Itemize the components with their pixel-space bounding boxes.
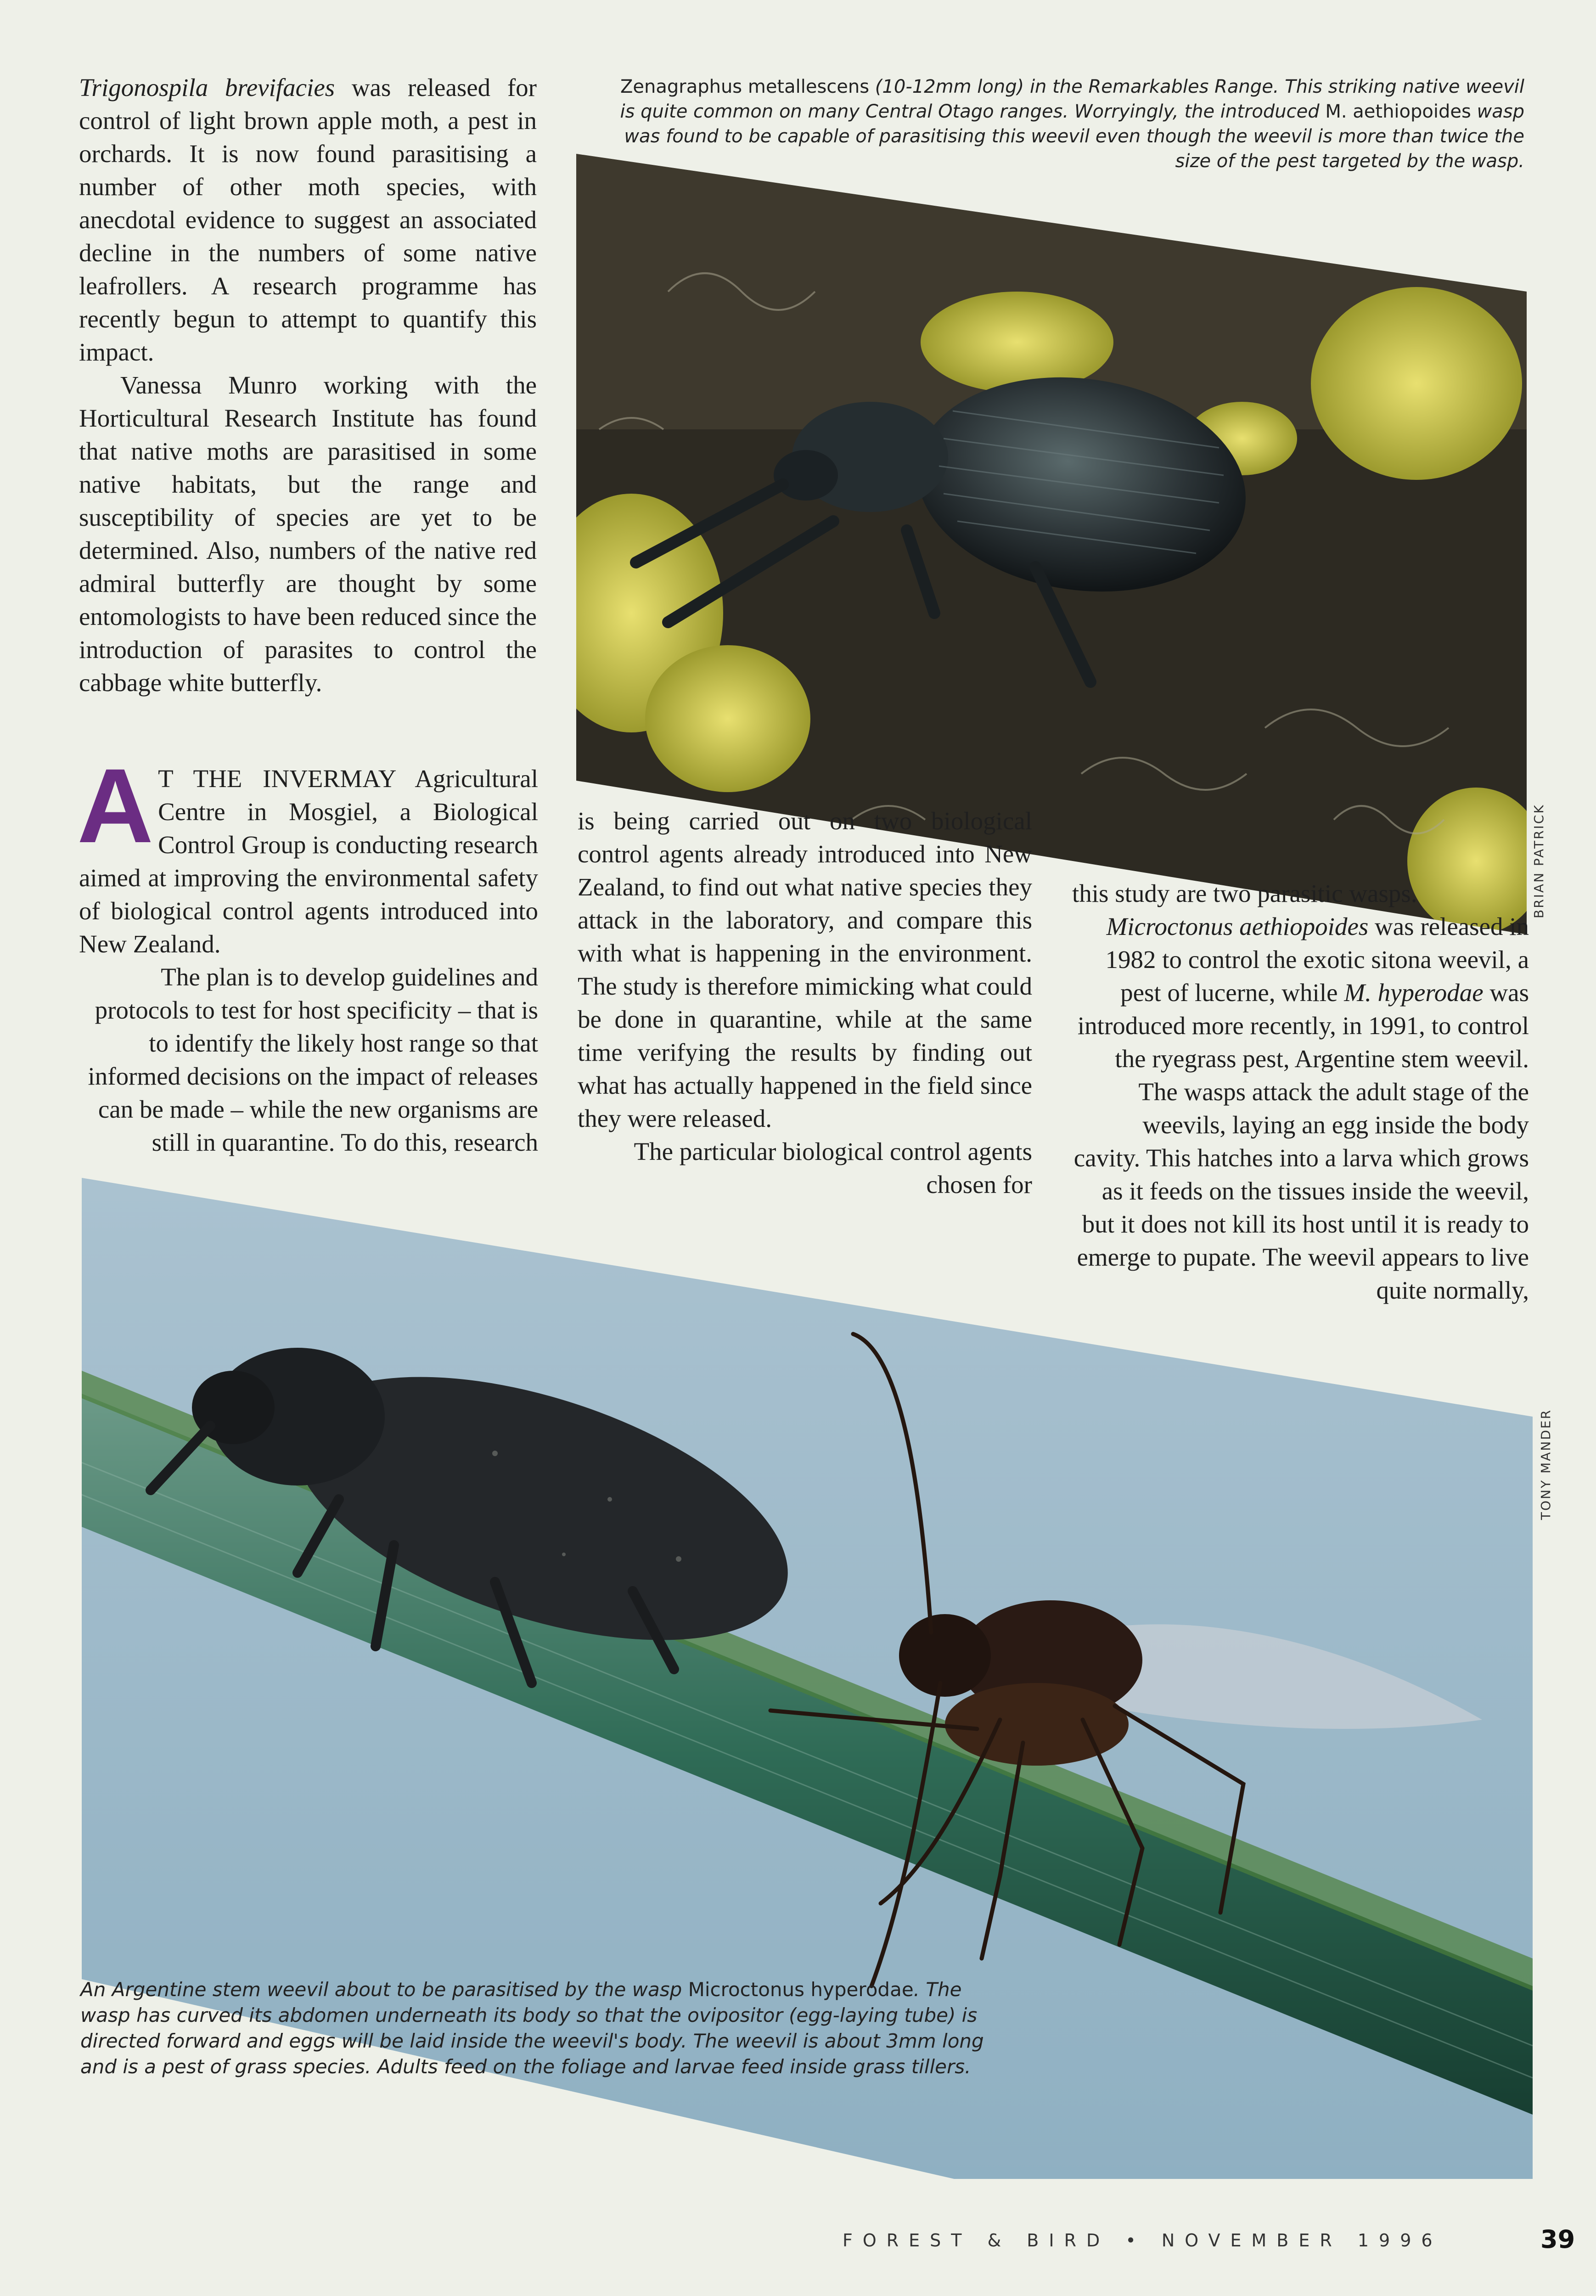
publication-footer: FOREST & BIRD • NOVEMBER 1996 [843,2230,1443,2251]
photo-credit-bottom: TONY MANDER [1538,1408,1553,1520]
top-photo-caption: Zenagraphus metallescens (10-12mm long) in the Remarkables Range. This striking native weevil is quite common on many Central Otago ranges. Worryingly, the introduced M. aethiopoides wasp was found to be capable of parasitising this weevil even though the weevil is more than twice the size of the pest targeted by the wasp. [620,76,1524,172]
column-2-paragraph-1: is being carried out on two biological control agents already introduced into New Zealand, to find out what native species they attack in the laboratory, and compare this with what is happening in the environment. The study is therefore mimicking what could be done in quarantine, while at the same time verifying the results by finding out what has actually happened in the field since they were released. [578,807,1032,1132]
column-2-paragraph-2: The particular biological control agents chosen for [634,1137,1032,1199]
section-paragraph-1: A T THE INVERMAY Agricultural Centre in Mosgiel, a Biological Control Group is conducting research aimed at improving the environmental safety of biological control agents introduced into New Zealand. [77,747,538,958]
intro-paragraph-1: Trigonospila brevifacies was released for control of light brown apple moth, a pest in orchards. It is now found parasitising a number of other moth species, with anecdotal evidence to suggest an associated decline in the numbers of some native leafrollers. A research programme has recently begun to attempt to quantify this impact. [79,73,537,366]
bottom-photo-caption: An Argentine stem weevil about to be parasitised by the wasp Microctonus hyperodae. The wasp has curved its abdomen underneath its body so that the ovipositor (egg-laying tube) is directed forward and eggs will be laid inside the weevil's body. The weevil is about 3mm long and is a pest of grass species. Adults feed on the foliage and larvae feed inside grass tillers. [80,1978,984,2078]
section-column-1 [77,747,538,1159]
photo-credit-top: BRIAN PATRICK [1531,804,1546,918]
column-3-paragraph-2: Microctonus aethiopoides was released in 1982 to control the exotic sitona weevil, a pest of lucerne, while M. hyperodae was introduced more recently, in 1991, to control the ryegrass pest, Argentine stem weevil. The wasps attack the adult stage of the weevils, laying an egg inside the body cavity. This hatches into a larva which grows as it feeds on the tissues inside the weevil, but it does not kill its host until it is ready to emerge to pupate. The weevil appears to live quite normally, [1073,912,1529,1304]
section-paragraph-2: The plan is to develop guidelines and protocols to test for host specificity – that is to identify the likely host range so that informed decisions on the impact of releases can be made – while the new organisms are still in quarantine. To do this, research [88,963,538,1156]
drop-cap: A [77,747,154,865]
section-column-2 [578,805,1032,1201]
page-number: 39 [1540,2225,1575,2254]
column-3-paragraph-1: this study are two parasitic wasps. [1072,879,1417,907]
intro-species-name: Trigonospila brevifacies [79,73,335,101]
intro-column [79,71,537,699]
intro-paragraph-2: Vanessa Munro working with the Horticultural Research Institute has found that native moths are parasitised in some native habitats, but the range and susceptibility of species are yet to be determined. Also, numbers of the native red admiral butterfly are thought by some entomologists to have been reduced since the introduction of parasites to control the cabbage white butterfly. [79,371,537,697]
